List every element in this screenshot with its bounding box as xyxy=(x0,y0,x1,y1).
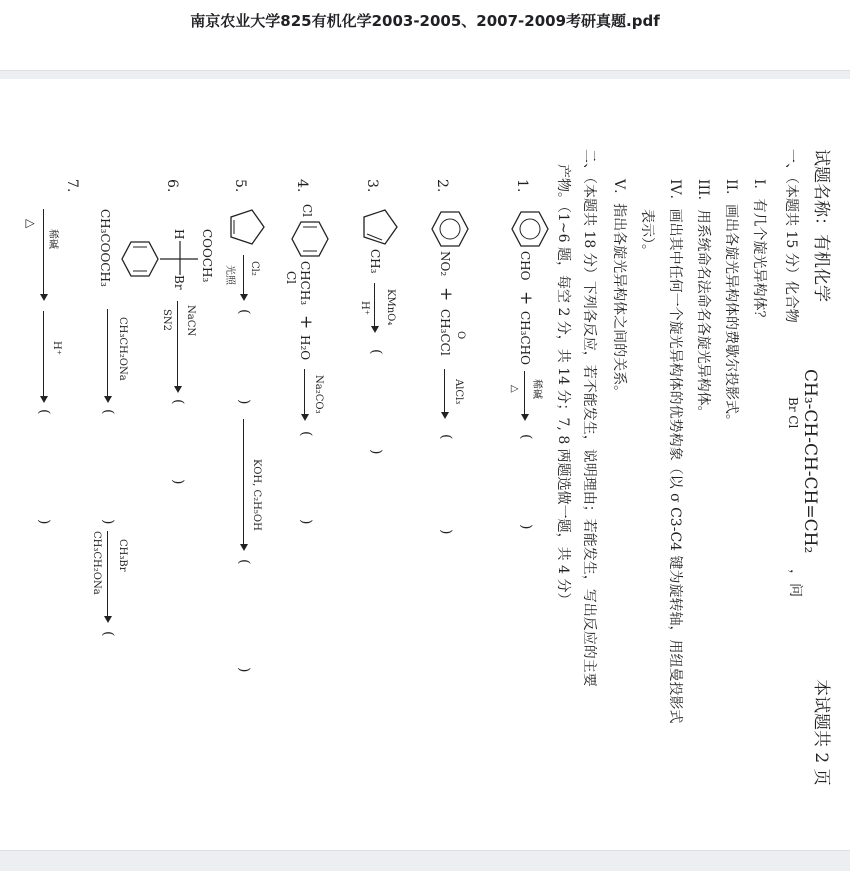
reaction1-plus: + xyxy=(516,291,536,306)
reaction1-number: 1. xyxy=(514,179,530,193)
reaction7-answer3-close: ) xyxy=(36,519,52,525)
reaction2-number: 2. xyxy=(434,179,450,193)
reaction7-reactant: CH₃COOCH₃ xyxy=(98,209,112,287)
section1-q3: III．用系统命名法命名各旋光异构体。 xyxy=(695,179,711,420)
reaction2-plus: + xyxy=(436,287,456,302)
reaction7-answer1-open: ( xyxy=(100,409,116,415)
reaction5-condition-2: KOH, C₂H₅OH xyxy=(251,459,262,531)
reaction6-arrow xyxy=(177,301,178,391)
benzene-ring-icon xyxy=(510,209,550,249)
reaction7-answer2-open: ( xyxy=(100,631,116,637)
reaction4-group: CHCH₃ xyxy=(298,261,312,306)
benzene-ring-icon xyxy=(430,209,470,249)
reaction1-answer-close: ) xyxy=(518,524,534,530)
section1-q5: V．指出各旋光异构体之间的关系。 xyxy=(611,179,627,400)
section1-compound-substituents: Br Cl xyxy=(786,397,800,429)
reaction5-condition-top: Cl₂ xyxy=(249,261,260,276)
section2-heading-cont: 产物。（1~6 题，每空 2 分，共 14 分；7, 8 两题选做一题，共 4 分） xyxy=(555,164,571,607)
reaction7-arrow-4 xyxy=(43,311,44,401)
reaction6-answer-close: ) xyxy=(170,479,186,485)
reaction7-answer3-open: ( xyxy=(36,409,52,415)
reaction6-answer-open: ( xyxy=(170,399,186,405)
page-separator-top xyxy=(0,70,850,79)
reaction2-condition: AlCl₃ xyxy=(453,379,464,405)
reaction5-arrow-2 xyxy=(243,419,244,549)
reaction3-condition-bottom: H⁺ xyxy=(359,301,370,315)
section2-heading: 二、（本题共 18 分）下列各反应，若不能发生，说明理由；若能发生，写出反应的主要 xyxy=(581,149,597,687)
reaction7-condition-1: CH₃CH₂ONa xyxy=(117,317,128,381)
reaction4-number: 4. xyxy=(294,179,310,193)
reaction4-water: H₂O xyxy=(298,335,312,361)
reaction4-chloro-1: Cl xyxy=(300,204,314,218)
reaction6-h: H xyxy=(172,229,186,240)
reaction1-condition-bottom: △ xyxy=(509,385,520,393)
pdf-title-bar xyxy=(0,0,850,72)
reaction4-condition: Na₂CO₃ xyxy=(313,375,324,414)
benzene-ring-icon xyxy=(290,219,330,259)
reaction3-arrow xyxy=(374,283,375,331)
section1-ask: ，问 xyxy=(787,569,803,597)
reaction7-condition-2-top: CH₃Br xyxy=(117,539,128,572)
reaction4-arrow xyxy=(304,369,305,419)
reaction1-answer-open: ( xyxy=(518,434,534,440)
document-title: 南京农业大学825有机化学2003-2005、2007-2009考研真题.pdf xyxy=(190,12,660,30)
reaction5-answer1-close: ) xyxy=(236,399,252,405)
reaction5-answer2-close: ) xyxy=(236,667,252,673)
reaction6-top-group: COOCH₃ xyxy=(200,229,214,283)
reaction4-plus: + xyxy=(296,315,316,330)
reaction2-answer-close: ) xyxy=(438,529,454,535)
reaction1-reactant-a: CHO xyxy=(518,251,532,281)
reaction6-br: Br xyxy=(172,275,186,290)
reaction5-answer2-open: ( xyxy=(236,559,252,565)
page-separator-bottom xyxy=(0,850,850,871)
reaction5-answer1-open: ( xyxy=(236,309,252,315)
reaction3-number: 3. xyxy=(364,179,380,193)
phenyl-ring-icon xyxy=(120,239,160,279)
reaction2-arrow xyxy=(444,369,445,417)
section1-q1: I．有几个旋光异构体？ xyxy=(751,179,767,325)
section1-compound: CH₃-CH-CH-CH=CH₂ xyxy=(800,369,820,554)
section1-q2: II．画出各旋光异构体的费歇尔投影式。 xyxy=(723,179,739,429)
page-count-note: 本试题共 2 页 xyxy=(811,679,831,786)
exam-subject: 试题名称：有机化学 xyxy=(811,149,831,302)
reaction7-condition-3-top: 稀碱 xyxy=(47,229,58,249)
reaction7-condition-2-bottom: CH₃CH₂ONa xyxy=(91,531,102,595)
section1-heading: 一、（本题共 15 分）化合物 xyxy=(783,149,799,323)
reaction7-number: 7. xyxy=(64,179,80,193)
reaction7-arrow-1 xyxy=(107,309,108,401)
reaction2-carbonyl-o: O xyxy=(455,331,466,340)
reaction6-condition-top: NaCN xyxy=(185,305,196,337)
reaction5-number: 5. xyxy=(232,179,248,193)
reaction5-condition-bottom: 光照 xyxy=(224,265,235,285)
reaction2-reactant-b: CH₃CCl xyxy=(438,309,452,356)
reaction7-answer1-close: ) xyxy=(100,519,116,525)
reaction3-condition-top: KMnO₄ xyxy=(385,289,396,326)
section1-q4: IV．画出其中任何一个旋光异构体的优势构象（以 σ C3-C4 键为旋转轴，用纽曼投影式 xyxy=(667,179,683,724)
cyclopentene-ring-icon xyxy=(227,207,267,247)
reaction6-condition-bottom: SN2 xyxy=(161,309,172,331)
cyclopentene-ring-icon xyxy=(360,207,400,247)
reaction1-arrow xyxy=(524,371,525,419)
reaction1-reactant-b: CH₃CHO xyxy=(518,311,532,365)
pdf-page xyxy=(0,79,850,849)
reaction4-chloro-2: Cl xyxy=(284,271,298,285)
reaction3-substituent: CH₃ xyxy=(368,249,382,274)
reaction3-answer-open: ( xyxy=(368,349,384,355)
reaction4-answer-close: ) xyxy=(298,519,314,525)
reaction7-condition-4: H⁺ xyxy=(51,341,62,355)
reaction3-answer-close: ) xyxy=(368,449,384,455)
reaction1-condition-top: 稀碱 xyxy=(531,379,542,399)
reaction2-answer-open: ( xyxy=(438,434,454,440)
section1-q4-cont: 表示）。 xyxy=(639,209,655,258)
reaction6-number: 6. xyxy=(164,179,180,193)
reaction7-arrow-2 xyxy=(107,531,108,621)
reaction4-answer-open: ( xyxy=(298,431,314,437)
reaction7-condition-3-bottom: △ xyxy=(24,219,38,229)
reaction5-arrow-1 xyxy=(243,255,244,299)
reaction7-arrow-3 xyxy=(43,209,44,299)
reaction2-reactant-a: NO₂ xyxy=(438,251,452,277)
scanned-exam-content xyxy=(0,79,850,849)
